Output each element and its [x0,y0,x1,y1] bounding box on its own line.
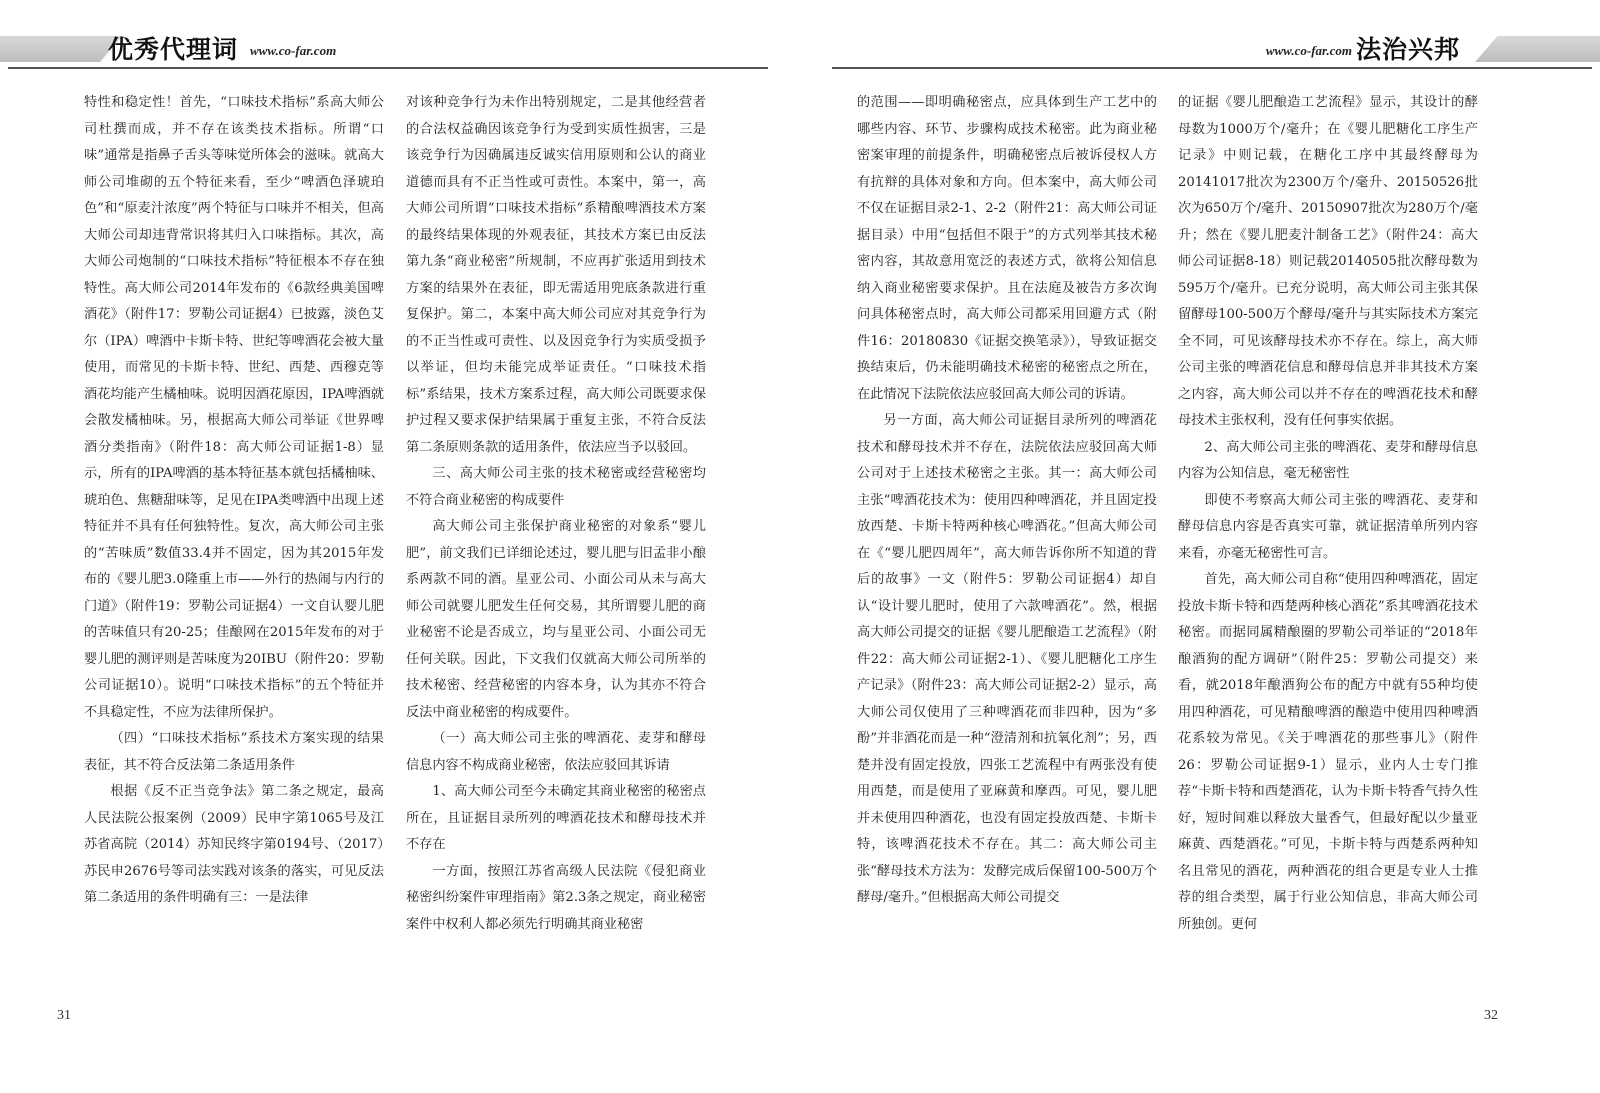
body-paragraph: 的证据《婴儿肥酿造工艺流程》显示，其设计的酵母数为1000万个/毫升；在《婴儿肥糖化工序生产记录》中则记载，在糖化工序中其最终酵母为20141017批次为2300万个/毫升、20150526批次为650万个/毫升、20150907批次为280万个/毫升；然在《婴儿肥麦汁制备工艺》（附件24：高大师公司证据8-18）则记载20140505批次酵母数为595万个/毫升。已充分说明，高大师公司主张其保留酵母100-500万个酵母/毫升与其实际技术方案完全不同，可见该酵母技术亦不存在。综上，高大师公司主张的啤酒花信息和酵母信息并非其技术方案之内容，高大师公司以并不存在的啤酒花技术和酵母技术主张权利，没有任何事实依据。 [1178,95,1478,428]
body-paragraph: 的范围——即明确秘密点，应具体到生产工艺中的哪些内容、环节、步骤构成技术秘密。此为商业秘密案审理的前提条件，明确秘密点后被诉侵权人方有抗辩的具体对象和方向。但本案中，高大师公司不仅在证据目录2-1、2-2（附件21：高大师公司证据目录）中用“包括但不限于”的方式列举其技术秘密内容，其故意用宽泛的表述方式，欲将公知信息纳入商业秘密要求保护。且在法庭及被告方多次询问具体秘密点时，高大师公司都采用回避方式（附件16：20180830《证据交换笔录》），导致证据交换结束后，仍未能明确技术秘密的秘密点之所在，在此情况下法院依法应驳回高大师公司的诉请。 [857,95,1157,402]
text-column-1 [84,90,384,990]
header-rule-left [8,67,768,69]
body-paragraph: 根据《反不正当竞争法》第二条之规定，最高人民法院公报案例（2009）民申字第1065号及江苏省高院（2014）苏知民终字第0194号、（2017）苏民申2676号等司法实践对该条的落实，可见反法第二条适用的条件明确有三：一是法律 [84,784,384,905]
body-paragraph: 一方面，按照江苏省高级人民法院《侵犯商业秘密纠纷案件审理指南》第2.3条之规定，商业秘密案件中权利人都必须先行明确其商业秘密 [406,863,706,932]
text-column-2 [406,90,706,990]
header-rule-right [832,67,1592,69]
page-number-right: 32 [1484,1008,1498,1023]
body-paragraph: 另一方面，高大师公司证据目录所列的啤酒花技术和酵母技术并不存在，法院依法应驳回高大师公司对于上述技术秘密之主张。其一：高大师公司主张“啤酒花技术为：使用四种啤酒花，并且固定投放西楚、卡斯卡特两种核心啤酒花。”但高大师公司在《“婴儿肥四周年”，高大师告诉你所不知道的背后的故事》一文（附件5：罗勒公司证据4）却自认“设计婴儿肥时，使用了六款啤酒花”。然，根据高大师公司提交的证据《婴儿肥酿造工艺流程》（附件22：高大师公司证据2-1）、《婴儿肥糖化工序生产记录》（附件23：高大师公司证据2-2）显示，高大师公司仅使用了三种啤酒花而非四种，因为“多酚”并非酒花而是一种“澄清剂和抗氧化剂”；另，西楚并没有固定投放，四张工艺流程中有两张没有使用西楚，而是使用了亚麻黄和摩西。可见，婴儿肥并未使用四种酒花，也没有固定投放西楚、卡斯卡特，该啤酒花技术不存在。其二：高大师公司主张“酵母技术方法为：发酵完成后保留100-500万个酵母/毫升。”但根据高大师公司提交 [857,413,1157,905]
section-title-right: 法治兴邦 [1355,35,1460,64]
body-paragraph: 高大师公司主张保护商业秘密的对象系“婴儿肥”，前文我们已详细论述过，婴儿肥与旧孟非小酿系两款不同的酒。星亚公司、小面公司从未与高大师公司就婴儿肥发生任何交易，其所谓婴儿肥的商业秘密不论是否成立，均与星亚公司、小面公司无任何关联。因此，下文我们仅就高大师公司所举的技术秘密、经营秘密的内容本身，认为其亦不符合反法中商业秘密的构成要件。 [406,519,706,720]
body-paragraph: 首先，高大师公司自称“使用四种啤酒花，固定投放卡斯卡特和西楚两种核心酒花”系其啤酒花技术秘密。而据同属精酿圈的罗勒公司举证的“2018年酿酒狗的配方调研”（附件25：罗勒公司提交）来看，就2018年酿酒狗公布的配方中就有55种均使用四种酒花，可见精酿啤酒的酿造中使用四种啤酒花系较为常见。《关于啤酒花的那些事儿》（附件26：罗勒公司证据9-1）显示，业内人士专门推荐“卡斯卡特和西楚酒花，认为卡斯卡特香气持久性好，短时间难以释放大量香气，但最好配以少量亚麻黄、西楚酒花。”可见，卡斯卡特与西楚系两种知名且常见的酒花，两种酒花的组合更是专业人士推荐的组合类型，属于行业公知信息，非高大师公司所独创。更何 [1178,572,1478,932]
body-paragraph: 对该种竞争行为未作出特别规定，二是其他经营者的合法权益确因该竞争行为受到实质性损害，三是该竞争行为因确属违反诚实信用原则和公认的商业道德而具有不正当性或可责性。本案中，第一，高大师公司所谓“口味技术指标”系精酿啤酒技术方案的最终结果体现的外观表征，其技术方案已由反法第九条“商业秘密”所规制，不应再扩张适用到技术方案的结果外在表征，即无需适用兜底条款进行重复保护。第二，本案中高大师公司应对其竞争行为的不正当性或可责性、以及因竞争行为实质受损予以举证，但均未能完成举证责任。“口味技术指标”系结果，技术方案系过程，高大师公司既要求保护过程又要求保护结果属于重复主张，不符合反法第二条原则条款的适用条件，依法应当予以驳回。 [406,95,706,455]
text-column-4 [1178,90,1478,990]
body-paragraph: 即使不考察高大师公司主张的啤酒花、麦芽和酵母信息内容是否真实可靠，就证据清单所列内容来看，亦毫无秘密性可言。 [1178,492,1478,561]
page-number-left: 31 [57,1008,71,1023]
text-column-3 [857,90,1157,990]
body-paragraph: 特性和稳定性！首先，“口味技术指标”系高大师公司杜撰而成，并不存在该类技术指标。所谓“口味”通常是指鼻子舌头等味觉所体会的滋味。就高大师公司堆砌的五个特征来看，至少“啤酒色泽琥珀色”和“原麦汁浓度”两个特征与口味并不相关，但高大师公司却违背常识将其归入口味指标。其次，高大师公司炮制的“口味技术指标”特征根本不存在独特性。高大师公司2014年发布的《6款经典美国啤酒花》（附件17：罗勒公司证据4）已披露，淡色艾尔（IPA）啤酒中卡斯卡特、世纪等啤酒花会被大量使用，而常见的卡斯卡特、世纪、西楚、西穆克等酒花均能产生橘柚味。说明因酒花原因，IPA啤酒就会散发橘柚味。另，根据高大师公司举证《世界啤酒分类指南》（附件18：高大师公司证据1-8）显示，所有的IPA啤酒的基本特征基本就包括橘柚味、琥珀色、焦糖甜味等，足见在IPA类啤酒中出现上述特征并不具有任何独特性。复次，高大师公司主张的“苦味质”数值33.4并不固定，因为其2015年发布的《婴儿肥3.0隆重上市——外行的热闹与内行的门道》（附件19：罗勒公司证据4）一文自认婴儿肥的苦味值只有20-25；佳酿网在2015年发布的对于婴儿肥的测评则是苦味度为20IBU（附件20：罗勒公司证据10）。说明“口味技术指标”的五个特征并不具稳定性，不应为法律所保护。 [84,95,384,720]
body-paragraph: （一）高大师公司主张的啤酒花、麦芽和酵母信息内容不构成商业秘密，依法应驳回其诉请 [406,731,706,773]
body-paragraph: 2、高大师公司主张的啤酒花、麦芽和酵母信息内容为公知信息，毫无秘密性 [1178,439,1478,481]
body-paragraph: （四）“口味技术指标”系技术方案实现的结果表征，其不符合反法第二条适用条件 [84,731,384,773]
header-band-right [1475,36,1600,62]
section-title-left: 优秀代理词 [108,35,239,64]
body-paragraph: 三、高大师公司主张的技术秘密或经营秘密均不符合商业秘密的构成要件 [406,466,706,508]
site-url-left: www.co-far.com [250,43,337,58]
body-paragraph: 1、高大师公司至今未确定其商业秘密的秘密点所在，且证据目录所列的啤酒花技术和酵母技术并不存在 [406,784,706,852]
header-band-left [0,36,122,62]
site-url-right: www.co-far.com [1265,43,1352,58]
